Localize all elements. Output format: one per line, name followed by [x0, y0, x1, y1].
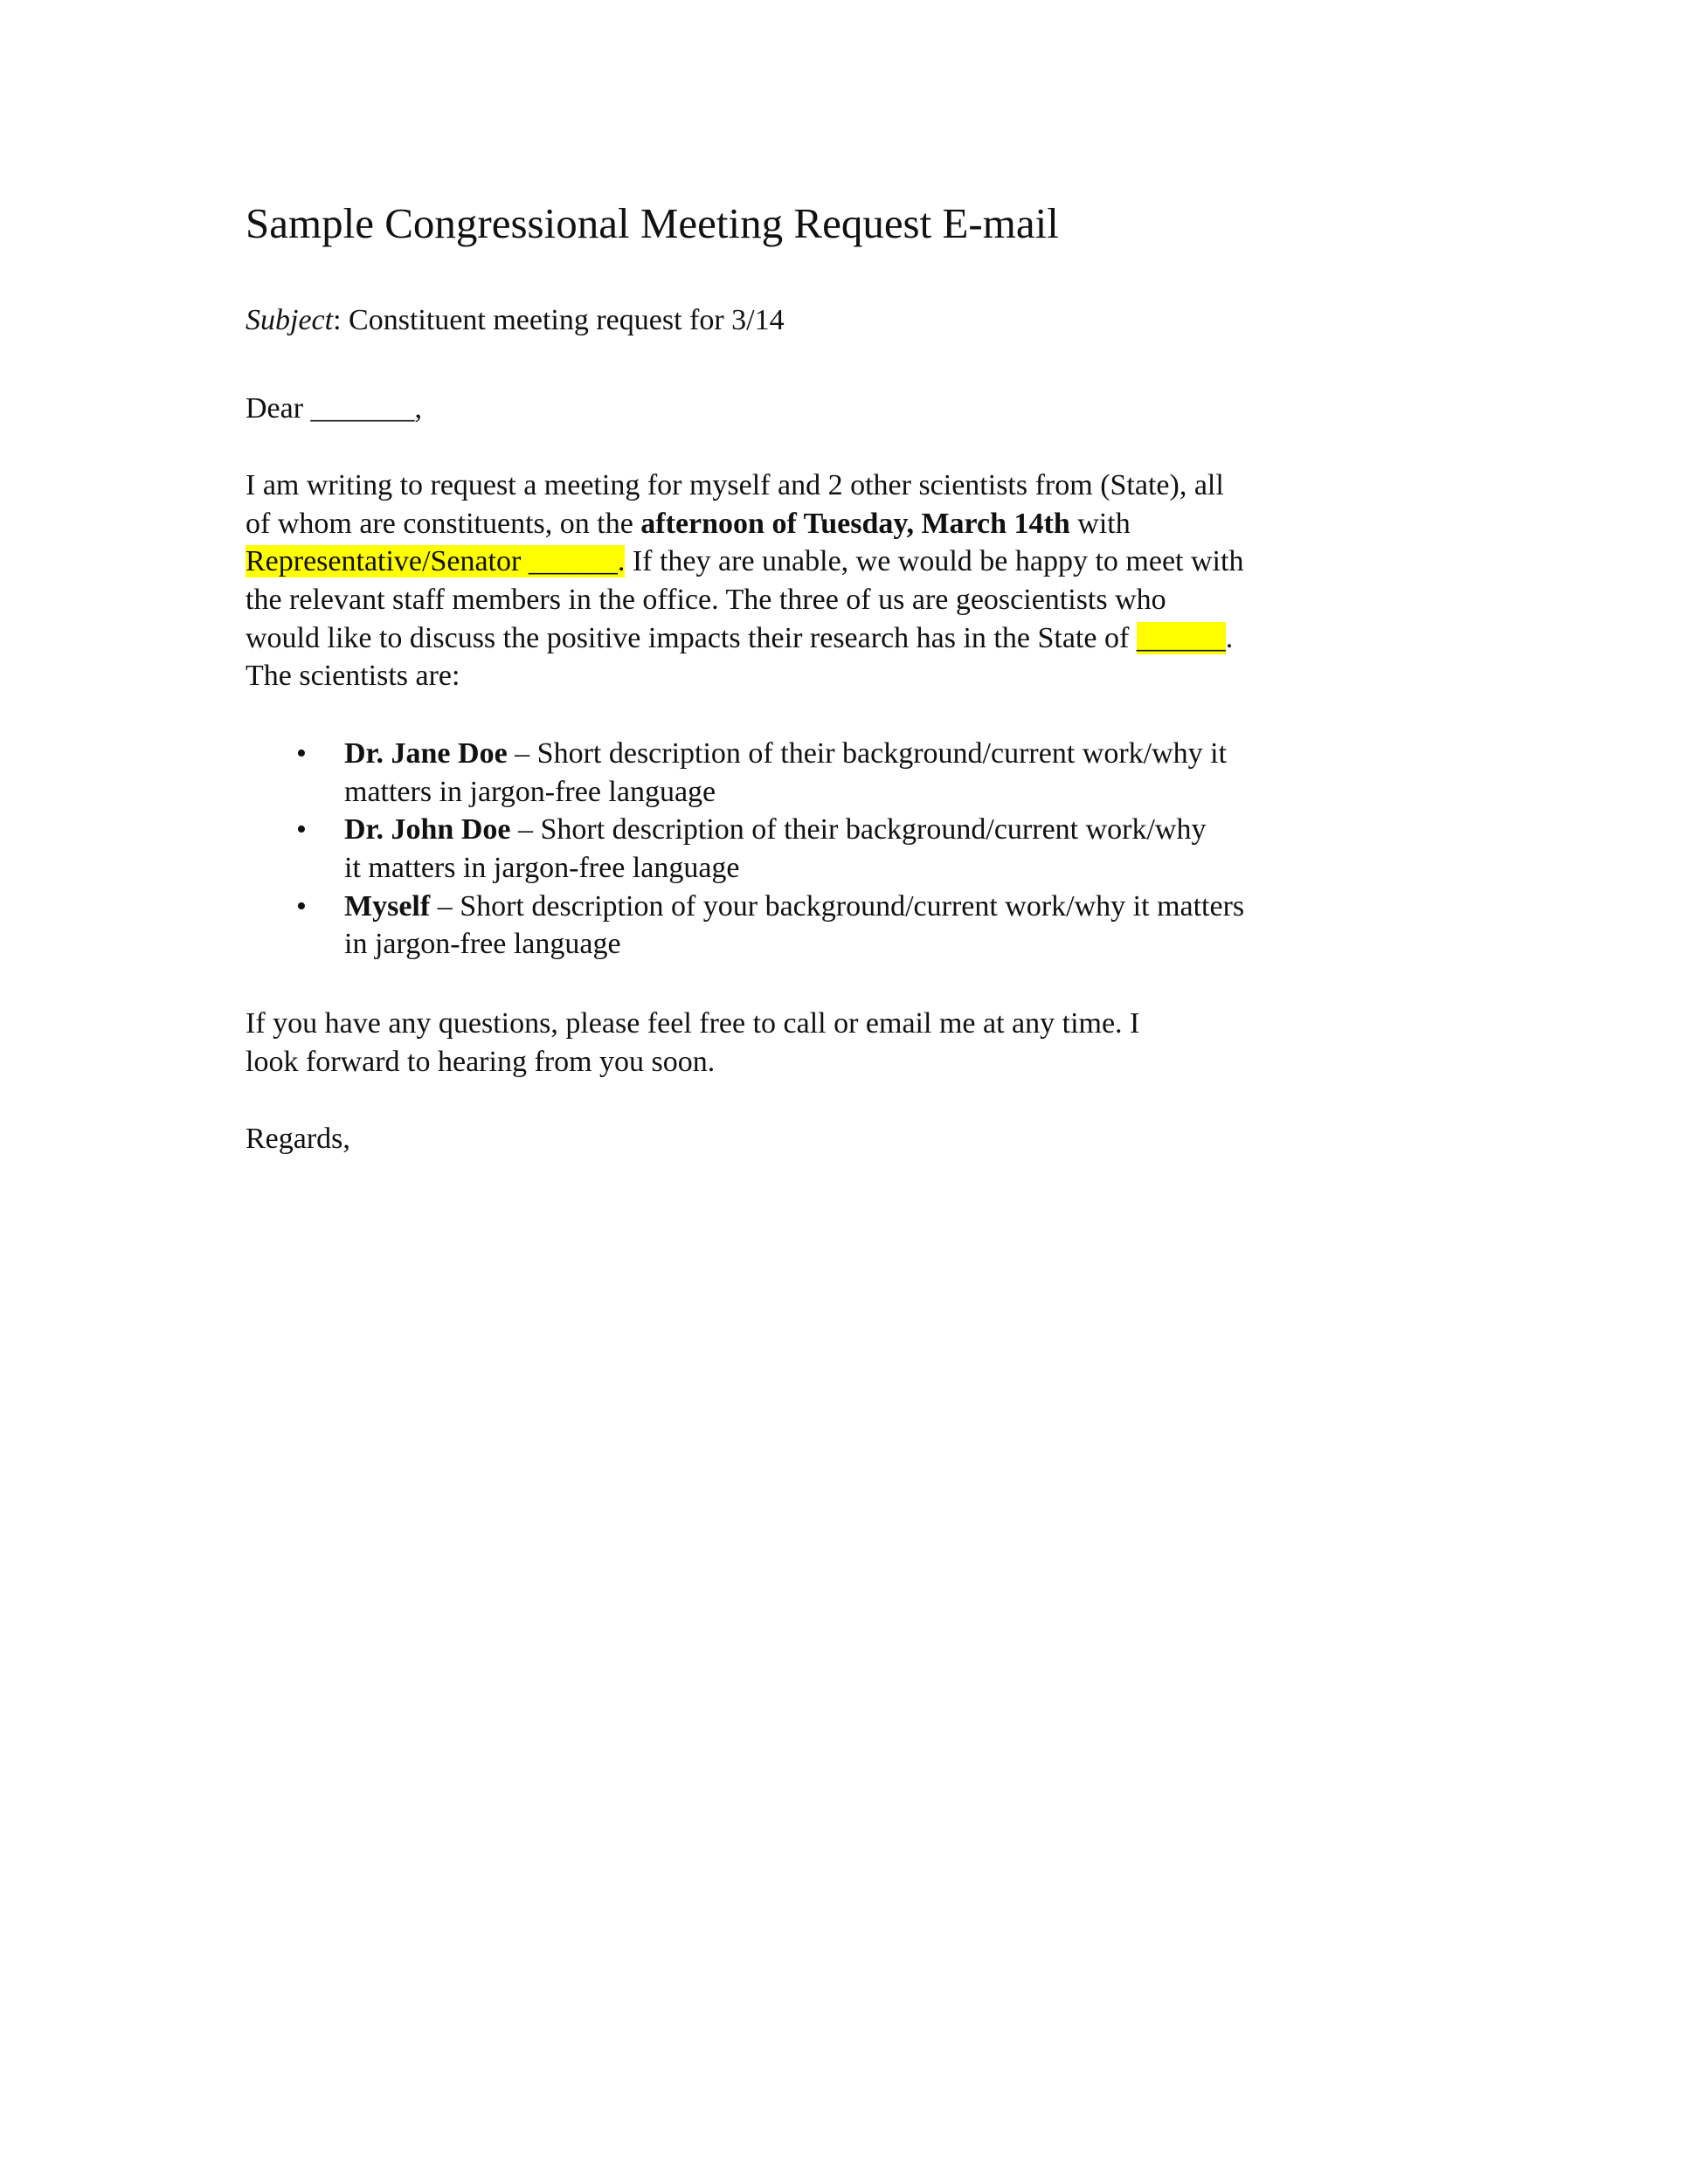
subject-line [246, 301, 785, 340]
scientist-description: matters in jargon-free language [344, 775, 716, 808]
list-item [246, 735, 1244, 811]
paragraph-line: the relevant staff members in the office. The three of us are geoscientists who [246, 584, 1166, 617]
scientist-description: it matters in jargon-free language [344, 852, 740, 885]
meeting-date: afternoon of Tuesday, March 14th [640, 507, 1070, 540]
closing-paragraph [246, 1005, 1139, 1081]
scientist-name: Myself [344, 889, 431, 923]
paragraph-line [246, 543, 1243, 581]
list-item [246, 888, 1244, 964]
closing-line: look forward to hearing from you soon. [246, 1045, 716, 1078]
scientist-name: Dr. Jane Doe [344, 737, 508, 770]
highlighted-representative-blank: Representative/Senator ______. [246, 545, 626, 578]
list-item [246, 811, 1244, 887]
scientist-description: – Short description of their background/current work/why it [507, 737, 1228, 770]
highlighted-state-blank: ______ [1136, 621, 1226, 654]
subject-separator: : [333, 304, 349, 336]
text: with [1069, 507, 1131, 540]
greeting: Dear _______, [246, 392, 423, 425]
paragraph-line [246, 619, 1243, 658]
signoff: Regards, [246, 1123, 350, 1155]
text: of whom are constituents, on the [246, 507, 641, 540]
scientist-description: – Short description of your background/current work/why it matters [430, 889, 1245, 923]
subject-label: Subject [246, 304, 334, 336]
paragraph-line [246, 505, 1243, 543]
request-paragraph [246, 467, 1243, 695]
bullet-icon: • [296, 737, 307, 770]
scientist-description: – Short description of their background/current work/why [510, 813, 1207, 847]
text: . [1225, 621, 1234, 654]
closing-line: If you have any questions, please feel free to call or email me at any time. I [246, 1007, 1140, 1040]
bullet-icon: • [296, 813, 307, 847]
bullet-icon: • [296, 889, 307, 923]
text: If they are unable, we would be happy to meet with [625, 545, 1244, 578]
paragraph-line: I am writing to request a meeting for myself and 2 other scientists from (State), all [246, 469, 1224, 501]
scientist-description: in jargon-free language [344, 928, 621, 961]
document-title: Sample Congressional Meeting Request E-mail [246, 199, 1059, 247]
subject-text: Constituent meeting request for 3/14 [349, 304, 785, 336]
scientist-name: Dr. John Doe [344, 813, 511, 847]
paragraph-line: The scientists are: [246, 660, 460, 693]
scientist-list [246, 735, 1244, 964]
text: would like to discuss the positive impacts their research has in the State of [246, 621, 1137, 654]
